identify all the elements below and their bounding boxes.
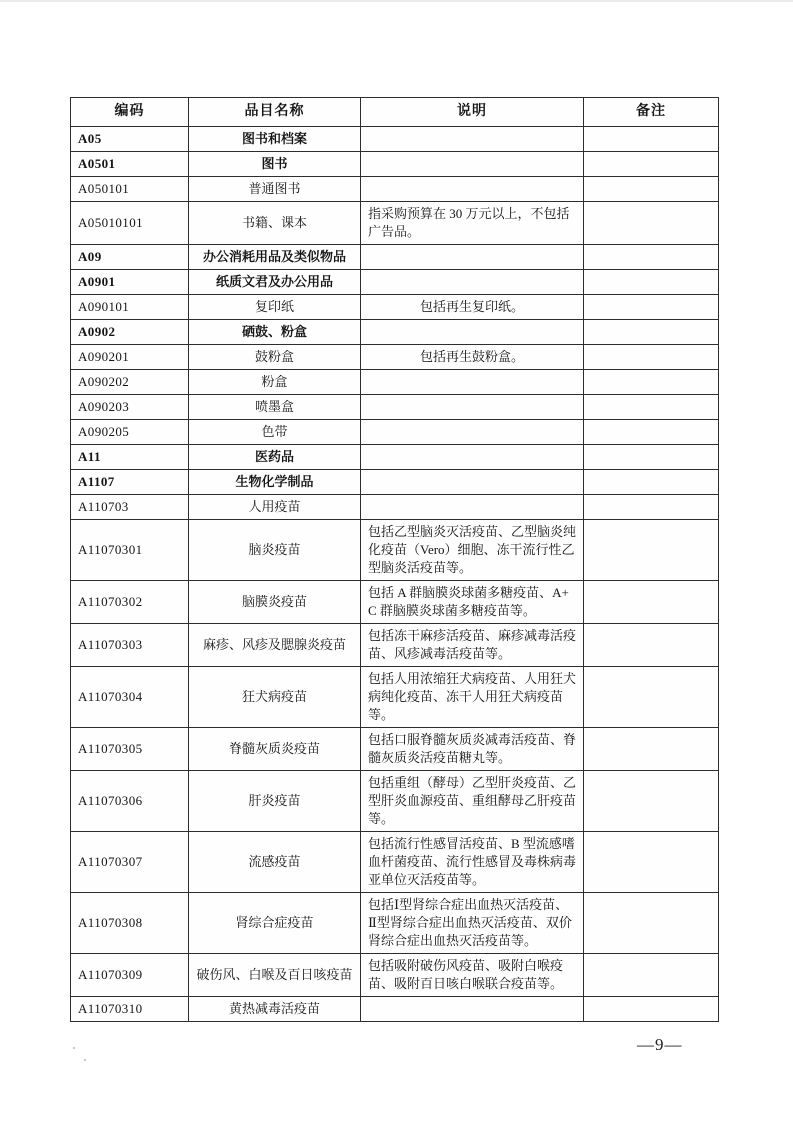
cell-remarks — [584, 893, 719, 954]
cell-item-name: 色带 — [189, 420, 361, 445]
cell-remarks — [584, 177, 719, 202]
cell-remarks — [584, 667, 719, 728]
cell-code: A11070305 — [71, 728, 189, 771]
cell-remarks — [584, 728, 719, 771]
cell-description — [361, 370, 584, 395]
table-row — [71, 345, 719, 370]
column-header-description: 说明 — [361, 98, 584, 127]
cell-item-name: 图书 — [189, 152, 361, 177]
table-row — [71, 370, 719, 395]
cell-remarks — [584, 152, 719, 177]
cell-remarks — [584, 470, 719, 495]
cell-item-name: 肝炎疫苗 — [189, 771, 361, 832]
column-header-code: 编码 — [71, 98, 189, 127]
cell-item-name: 人用疫苗 — [189, 495, 361, 520]
cell-item-name: 医药品 — [189, 445, 361, 470]
cell-remarks — [584, 520, 719, 581]
cell-code: A11070307 — [71, 832, 189, 893]
cell-code: A090205 — [71, 420, 189, 445]
cell-description: 包括冻干麻疹活疫苗、麻疹减毒活疫苗、风疹减毒活疫苗等。 — [361, 624, 584, 667]
cell-code: A090203 — [71, 395, 189, 420]
cell-remarks — [584, 295, 719, 320]
cell-code: A11070303 — [71, 624, 189, 667]
cell-item-name: 书籍、课本 — [189, 202, 361, 245]
table-header-row — [71, 98, 719, 127]
cell-code: A1107 — [71, 470, 189, 495]
cell-description — [361, 320, 584, 345]
cell-remarks — [584, 202, 719, 245]
table-row — [71, 270, 719, 295]
cell-code: A11070306 — [71, 771, 189, 832]
table-row — [71, 997, 719, 1022]
cell-description — [361, 445, 584, 470]
cell-remarks — [584, 445, 719, 470]
cell-description: 指采购预算在 30 万元以上，不包括广告品。 — [361, 202, 584, 245]
cell-remarks — [584, 127, 719, 152]
cell-item-name: 麻疹、风疹及腮腺炎疫苗 — [189, 624, 361, 667]
cell-remarks — [584, 420, 719, 445]
cell-remarks — [584, 370, 719, 395]
cell-description — [361, 270, 584, 295]
cell-remarks — [584, 954, 719, 997]
cell-item-name: 狂犬病疫苗 — [189, 667, 361, 728]
column-header-item-name: 品目名称 — [189, 98, 361, 127]
cell-item-name: 纸质文君及办公用品 — [189, 270, 361, 295]
catalog-table-body — [71, 127, 719, 1022]
cell-remarks — [584, 395, 719, 420]
cell-item-name: 黄热减毒活疫苗 — [189, 997, 361, 1022]
cell-remarks — [584, 270, 719, 295]
cell-code: A050101 — [71, 177, 189, 202]
cell-remarks — [584, 320, 719, 345]
cell-remarks — [584, 771, 719, 832]
cell-description — [361, 177, 584, 202]
scan-speck — [84, 1059, 86, 1061]
cell-code: A0501 — [71, 152, 189, 177]
cell-code: A05010101 — [71, 202, 189, 245]
cell-description — [361, 127, 584, 152]
table-row — [71, 624, 719, 667]
table-row — [71, 320, 719, 345]
procurement-catalog-table — [70, 97, 719, 1022]
cell-description: 包括乙型脑炎灭活疫苗、乙型脑炎纯化疫苗（Vero）细胞、冻干流行性乙型脑炎活疫苗等。 — [361, 520, 584, 581]
table-row — [71, 420, 719, 445]
table-row — [71, 295, 719, 320]
cell-code: A11070304 — [71, 667, 189, 728]
cell-remarks — [584, 245, 719, 270]
table-row — [71, 581, 719, 624]
cell-item-name: 破伤风、白喉及百日咳疫苗 — [189, 954, 361, 997]
cell-item-name: 硒鼓、粉盒 — [189, 320, 361, 345]
cell-description — [361, 997, 584, 1022]
table-row — [71, 245, 719, 270]
cell-item-name: 普通图书 — [189, 177, 361, 202]
cell-description: 包括人用浓缩狂犬病疫苗、人用狂犬病纯化疫苗、冻干人用狂犬病疫苗等。 — [361, 667, 584, 728]
cell-item-name: 鼓粉盒 — [189, 345, 361, 370]
cell-description — [361, 152, 584, 177]
cell-remarks — [584, 624, 719, 667]
cell-code: A110703 — [71, 495, 189, 520]
table-row — [71, 177, 719, 202]
cell-item-name: 喷墨盒 — [189, 395, 361, 420]
cell-code: A11070308 — [71, 893, 189, 954]
cell-remarks — [584, 581, 719, 624]
table-row — [71, 520, 719, 581]
page-number: —9— — [637, 1035, 683, 1054]
cell-code: A09 — [71, 245, 189, 270]
cell-code: A11070302 — [71, 581, 189, 624]
scan-speck — [73, 1047, 75, 1049]
cell-description: 包括Ⅰ型肾综合症出血热灭活疫苗、Ⅱ型肾综合症出血热灭活疫苗、双价肾综合症出血热灭活疫苗等。 — [361, 893, 584, 954]
table-row — [71, 395, 719, 420]
cell-description — [361, 420, 584, 445]
cell-description — [361, 495, 584, 520]
cell-item-name: 脑膜炎疫苗 — [189, 581, 361, 624]
cell-code: A090201 — [71, 345, 189, 370]
cell-description: 包括口服脊髓灰质炎减毒活疫苗、脊髓灰质炎活疫苗糖丸等。 — [361, 728, 584, 771]
cell-remarks — [584, 345, 719, 370]
cell-description: 包括再生复印纸。 — [361, 295, 584, 320]
cell-code: A090101 — [71, 295, 189, 320]
table-row — [71, 127, 719, 152]
cell-item-name: 脊髓灰质炎疫苗 — [189, 728, 361, 771]
cell-description: 包括吸附破伤风疫苗、吸附白喉疫苗、吸附百日咳白喉联合疫苗等。 — [361, 954, 584, 997]
cell-code: A11070301 — [71, 520, 189, 581]
cell-item-name: 脑炎疫苗 — [189, 520, 361, 581]
scan-edge-artifact — [0, 0, 793, 2]
cell-description — [361, 245, 584, 270]
cell-description: 包括 A 群脑膜炎球菌多糖疫苗、A+C 群脑膜炎球菌多糖疫苗等。 — [361, 581, 584, 624]
cell-code: A0901 — [71, 270, 189, 295]
cell-description: 包括再生鼓粉盒。 — [361, 345, 584, 370]
cell-item-name: 生物化学制品 — [189, 470, 361, 495]
cell-description — [361, 470, 584, 495]
cell-item-name: 办公消耗用品及类似物品 — [189, 245, 361, 270]
table-row — [71, 445, 719, 470]
table-row — [71, 771, 719, 832]
cell-item-name: 肾综合症疫苗 — [189, 893, 361, 954]
cell-item-name: 复印纸 — [189, 295, 361, 320]
table-row — [71, 728, 719, 771]
column-header-remarks: 备注 — [584, 98, 719, 127]
table-row — [71, 667, 719, 728]
cell-description: 包括流行性感冒活疫苗、B 型流感嗜血杆菌疫苗、流行性感冒及毒株病毒亚单位灭活疫苗等。 — [361, 832, 584, 893]
cell-remarks — [584, 495, 719, 520]
table-row — [71, 470, 719, 495]
cell-remarks — [584, 832, 719, 893]
cell-code: A090202 — [71, 370, 189, 395]
table-row — [71, 202, 719, 245]
cell-code: A0902 — [71, 320, 189, 345]
cell-code: A11 — [71, 445, 189, 470]
cell-item-name: 粉盒 — [189, 370, 361, 395]
cell-code: A11070310 — [71, 997, 189, 1022]
cell-code: A11070309 — [71, 954, 189, 997]
cell-description: 包括重组（酵母）乙型肝炎疫苗、乙型肝炎血源疫苗、重组酵母乙肝疫苗等。 — [361, 771, 584, 832]
table-row — [71, 893, 719, 954]
cell-item-name: 流感疫苗 — [189, 832, 361, 893]
cell-remarks — [584, 997, 719, 1022]
cell-item-name: 图书和档案 — [189, 127, 361, 152]
table-row — [71, 495, 719, 520]
table-row — [71, 954, 719, 997]
table-row — [71, 832, 719, 893]
cell-code: A05 — [71, 127, 189, 152]
table-header — [71, 98, 719, 127]
cell-description — [361, 395, 584, 420]
table-row — [71, 152, 719, 177]
